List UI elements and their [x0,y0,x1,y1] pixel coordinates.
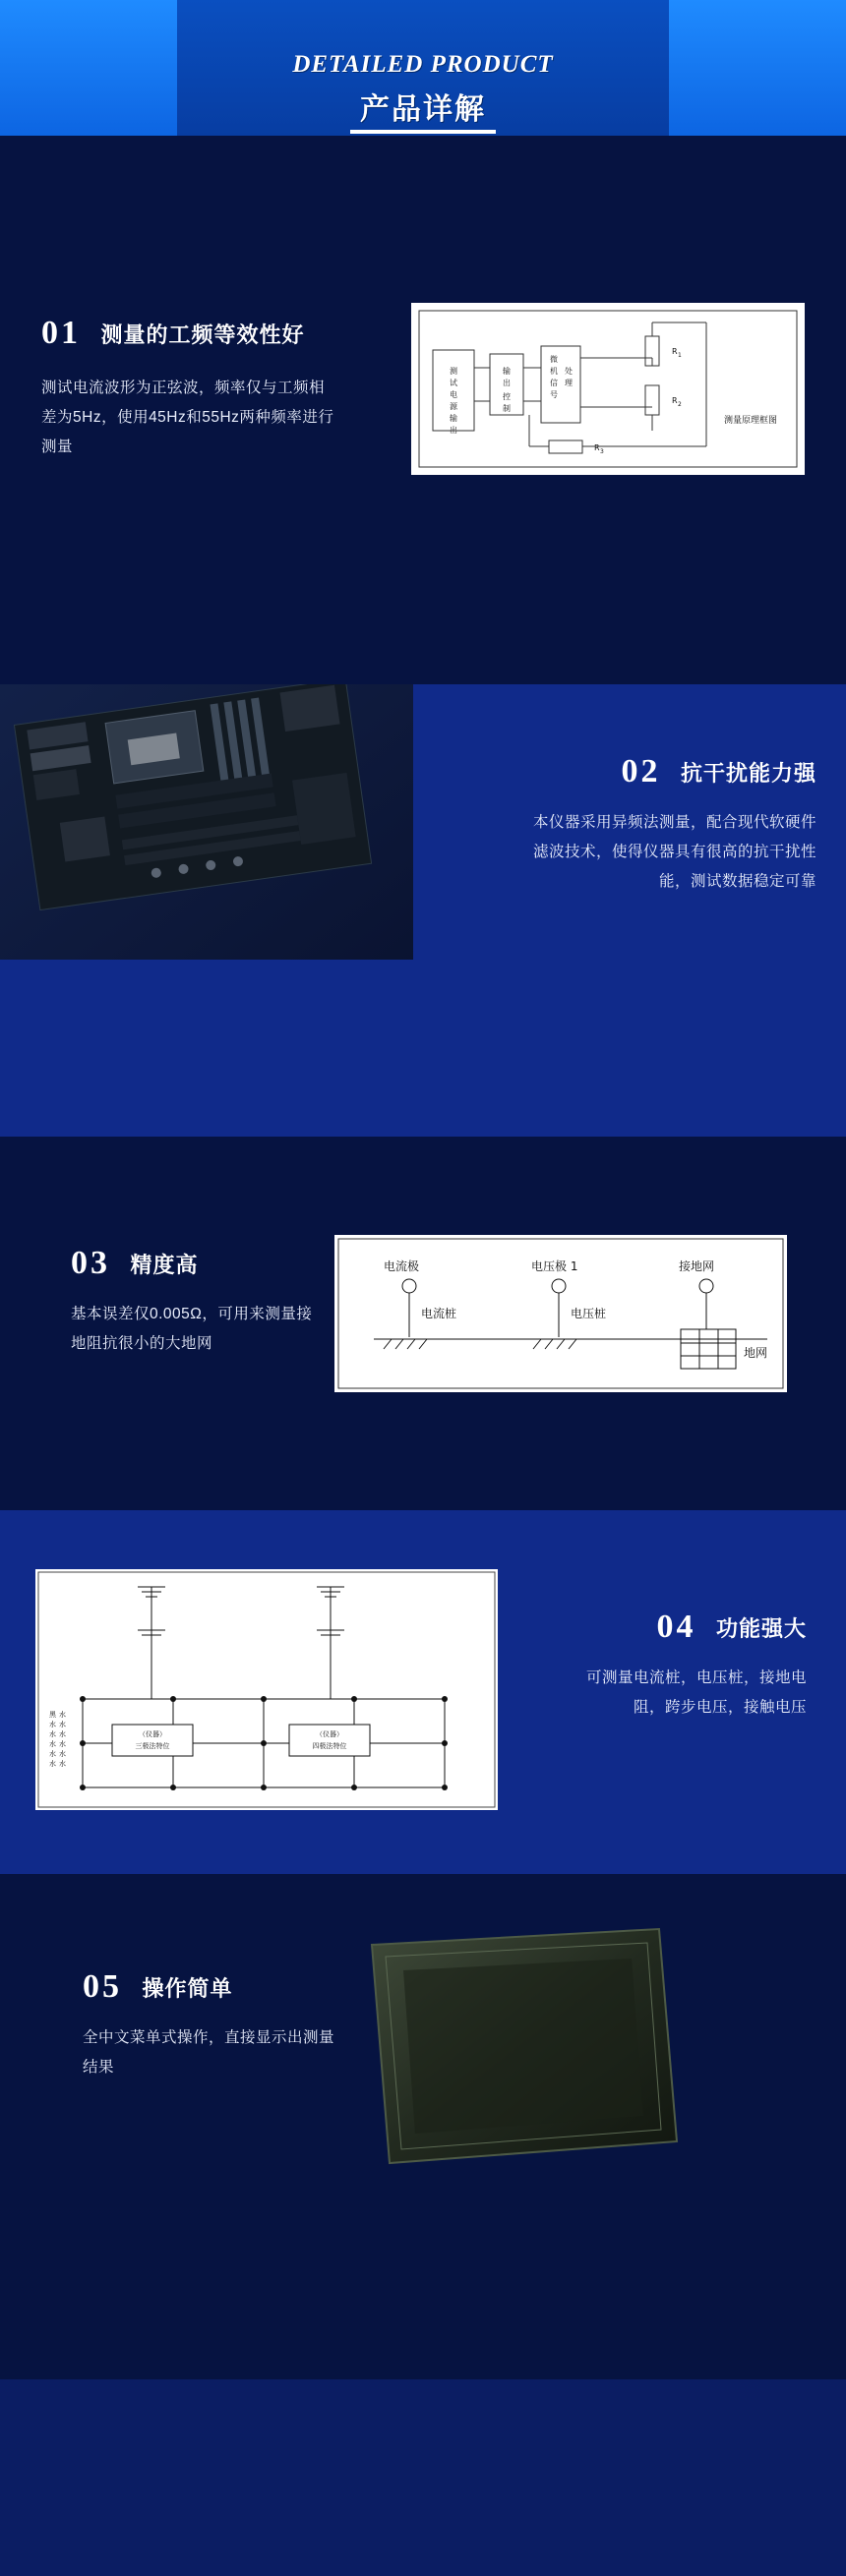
section-01-figure [411,303,805,475]
svg-text:黑: 黑 [49,1711,56,1719]
svg-text:水: 水 [49,1750,56,1758]
section-01 [0,136,846,684]
section-02-text [462,753,816,897]
block-diagram-svg [411,303,805,475]
svg-text:水: 水 [59,1711,66,1719]
svg-text:R: R [672,347,678,356]
page-title-en: DETAILED PRODUCT [292,51,554,78]
instrument-panel-svg [364,1923,777,2183]
svg-text:（仪器）: （仪器） [139,1730,166,1738]
section-03-headline [71,1245,346,1282]
section-04-body: 可测量电流桩，电压桩，接地电阻，跨步电压，接触电压 [585,1669,807,1716]
section-01-number: 01 [41,315,81,351]
section-01-body: 测试电流波形为正弦波，频率仅与工频相差为5Hz，使用45Hz和55Hz两种频率进行测量 [41,380,334,455]
section-03-body: 基本误差仅0.005Ω，可用来测量接地阻抗很小的大地网 [71,1306,313,1352]
section-02-headline [462,753,816,790]
svg-text:输: 输 [503,367,511,376]
svg-text:电流极: 电流极 [384,1259,420,1273]
svg-text:水: 水 [49,1730,56,1738]
section-02 [0,684,846,960]
svg-text:控: 控 [503,392,511,401]
section-05-heading: 操作简单 [142,1975,233,2001]
section-04-text [512,1609,807,1723]
svg-text:源: 源 [450,402,457,411]
section-04 [0,1510,846,1874]
svg-text:试: 试 [450,379,457,387]
grid-wiring-diagram-svg [35,1569,498,1810]
svg-text:水: 水 [49,1721,56,1728]
section-03 [0,1137,846,1510]
section-02-heading: 抗干扰能力强 [680,760,816,786]
section-01-text [41,315,366,462]
section-02-spacer [0,960,846,1137]
page-header [0,0,846,136]
svg-text:机: 机 [550,367,558,376]
svg-text:R: R [672,396,678,405]
section-05-headline [83,1968,378,2006]
section-05-number: 05 [83,1968,122,2005]
page-footer-space [0,2183,846,2379]
svg-text:电压极 1: 电压极 1 [531,1259,578,1273]
section-04-number: 04 [656,1609,696,1645]
svg-text:测: 测 [450,367,457,376]
section-04-figure [35,1569,498,1810]
svg-text:信: 信 [550,379,558,387]
section-03-number: 03 [71,1245,110,1281]
svg-text:3: 3 [600,448,604,455]
svg-text:微: 微 [550,355,558,364]
svg-text:输: 输 [450,414,457,423]
figure-01-caption: 测量原理框图 [724,416,778,426]
circuit-board-photo [0,684,413,960]
page-title-cn: 产品详解 [350,85,496,134]
svg-text:理: 理 [565,379,573,387]
section-03-figure [334,1235,787,1392]
section-05 [0,1874,846,2183]
section-01-heading: 测量的工频等效性好 [100,322,305,347]
section-04-heading: 功能强大 [715,1615,807,1641]
svg-text:出: 出 [450,426,457,435]
svg-text:水: 水 [59,1760,66,1768]
svg-text:电: 电 [450,390,457,399]
svg-text:四极法特位: 四极法特位 [312,1742,347,1750]
svg-text:水: 水 [49,1740,56,1748]
svg-text:三极法特位: 三极法特位 [135,1742,170,1750]
section-02-number: 02 [621,753,661,790]
svg-text:1: 1 [678,352,682,359]
svg-text:制: 制 [503,404,511,413]
svg-text:出: 出 [503,379,511,387]
instrument-panel-photo [364,1923,777,2183]
svg-text:水: 水 [59,1740,66,1748]
page-title-cn-wrap [0,85,846,134]
svg-text:水: 水 [59,1721,66,1728]
svg-text:处: 处 [565,367,573,376]
svg-text:地网: 地网 [744,1346,768,1360]
svg-text:水: 水 [49,1760,56,1768]
section-02-body: 本仪器采用异频法测量，配合现代软硬件滤波技术，使得仪器具有很高的抗干扰性能，测试数据稳定可靠 [532,814,816,890]
svg-text:2: 2 [678,401,682,408]
svg-text:（仪器）: （仪器） [316,1730,343,1738]
svg-text:号: 号 [550,390,558,399]
svg-text:电流桩: 电流桩 [421,1307,457,1320]
section-03-text [71,1245,346,1359]
svg-text:R: R [594,443,600,452]
section-03-heading: 精度高 [130,1252,199,1277]
electrode-diagram-svg [334,1235,787,1392]
section-04-headline [512,1609,807,1646]
svg-text:电压桩: 电压桩 [571,1307,607,1320]
section-05-text [83,1968,378,2082]
section-01-headline [41,315,366,352]
svg-text:水: 水 [59,1750,66,1758]
circuit-board-svg [0,684,413,960]
svg-text:水: 水 [59,1730,66,1738]
svg-text:接地网: 接地网 [679,1259,715,1273]
section-05-body: 全中文菜单式操作，直接显示出测量结果 [83,2029,335,2076]
